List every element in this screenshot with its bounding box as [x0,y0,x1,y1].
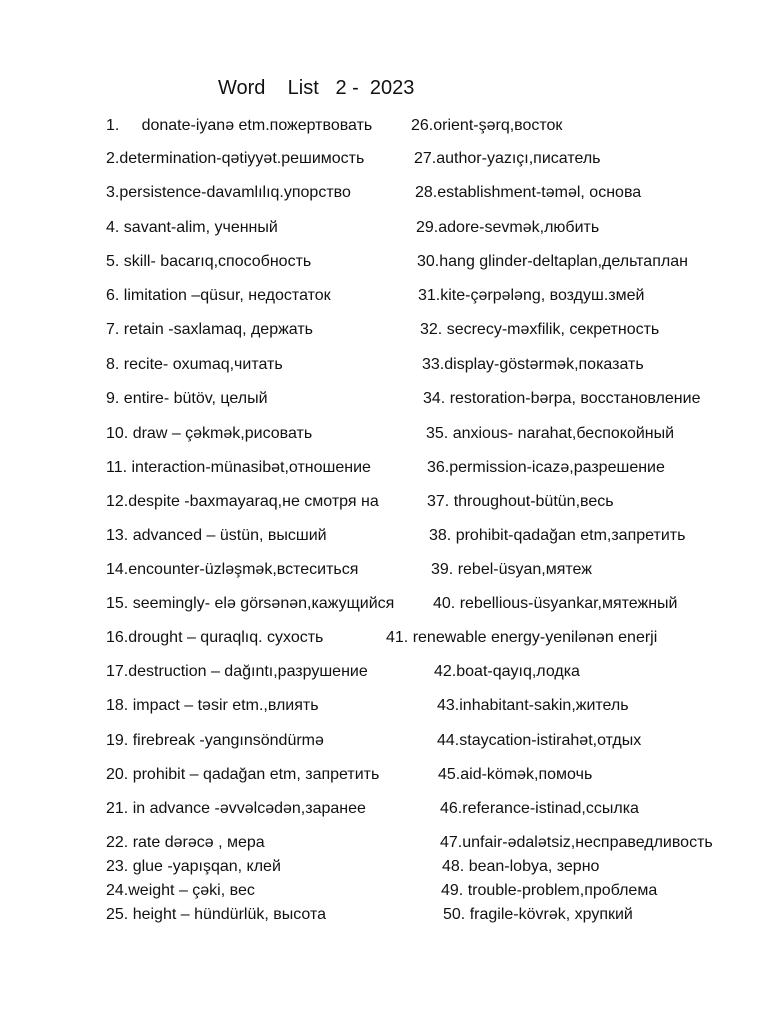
word-entry-44: 44.staycation-istirahət,отдых [437,732,642,749]
word-entry-8: 8. recite- oxumaq,читать [106,356,283,373]
word-entry-25: 25. height – hündürlük, высота [106,906,327,923]
word-entry-24: 24.weight – çəki, вес [106,882,255,899]
word-entry-1: 1. donate-iyanə etm.пожертвовать [106,117,373,134]
word-entry-48: 48. bean-lobya, зерно [442,858,600,875]
word-entry-49: 49. trouble-problem,проблема [441,882,658,899]
word-entry-13: 13. advanced – üstün, высший [106,527,327,544]
word-entry-6: 6. limitation –qüsur, недостаток [106,287,331,304]
word-entry-50: 50. fragile-kövrək, хрупкий [443,906,633,923]
word-entry-14: 14.encounter-üzləşmək,встеситься [106,561,359,578]
word-entry-15: 15. seemingly- elə görsənən,кажущийся [106,595,395,612]
word-entry-41: 41. renewable energy-yenilənən enerji [386,629,658,646]
word-entry-40: 40. rebellious-üsyankar,мятежный [433,595,678,612]
word-entry-37: 37. throughout-bütün,весь [427,493,614,510]
word-entry-31: 31.kite-çərpələng, воздуш.змей [418,287,645,304]
word-entry-5: 5. skill- bacarıq,способность [106,253,312,270]
word-entry-17: 17.destruction – dağıntı,разрушение [106,663,368,680]
word-entry-28: 28.establishment-təməl, основа [415,184,642,201]
word-entry-45: 45.aid-kömək,помочь [438,766,593,783]
word-entry-11: 11. interaction-münasibət,отношение [106,459,371,476]
word-entry-19: 19. firebreak -yangınsöndürmə [106,732,324,749]
word-entry-30: 30.hang glinder-deltaplan,дельтаплан [417,253,688,270]
word-entry-22: 22. rate dərəcə , мера [106,834,265,851]
word-entry-4: 4. savant-alim, ученный [106,219,278,236]
word-entry-10: 10. draw – çəkmək,рисовать [106,425,313,442]
word-entry-20: 20. prohibit – qadağan etm, запретить [106,766,380,783]
page-title: Word List 2 - 2023 [218,77,415,99]
word-entry-26: 26.orient-şərq,восток [411,117,563,134]
word-entry-16: 16.drought – quraqlıq. сухость [106,629,324,646]
word-entry-38: 38. prohibit-qadağan etm,запретить [429,527,686,544]
word-entry-46: 46.referance-istinad,ссылка [440,800,639,817]
word-entry-7: 7. retain -saxlamaq, держать [106,321,313,338]
word-entry-21: 21. in advance -əvvəlcədən,заранее [106,800,366,817]
word-entry-34: 34. restoration-bərpa, восстановление [423,390,701,407]
word-entry-32: 32. secrecy-məxfilik, секретность [420,321,660,338]
word-entry-29: 29.adore-sevmək,любить [416,219,600,236]
word-entry-43: 43.inhabitant-sakin,житель [437,697,629,714]
word-entry-47: 47.unfair-ədalətsiz,несправедливость [440,834,713,851]
word-entry-12: 12.despite -baxmayaraq,не смотря на [106,493,379,510]
word-entry-23: 23. glue -yapışqan, клей [106,858,281,875]
word-entry-39: 39. rebel-üsyan,мятеж [431,561,592,578]
word-entry-18: 18. impact – təsir etm.,влиять [106,697,319,714]
word-entry-9: 9. entire- bütöv, целый [106,390,268,407]
word-entry-2: 2.determination-qətiyyət.решимость [106,150,365,167]
word-entry-27: 27.author-yazıçı,писатель [414,150,601,167]
word-entry-3: 3.persistence-davamlılıq.упорство [106,184,351,201]
word-entry-33: 33.display-göstərmək,показать [422,356,644,373]
word-entry-35: 35. anxious- narahat,беспокойный [426,425,675,442]
word-entry-42: 42.boat-qayıq,лодка [434,663,580,680]
word-entry-36: 36.permission-icazə,разрешение [427,459,665,476]
